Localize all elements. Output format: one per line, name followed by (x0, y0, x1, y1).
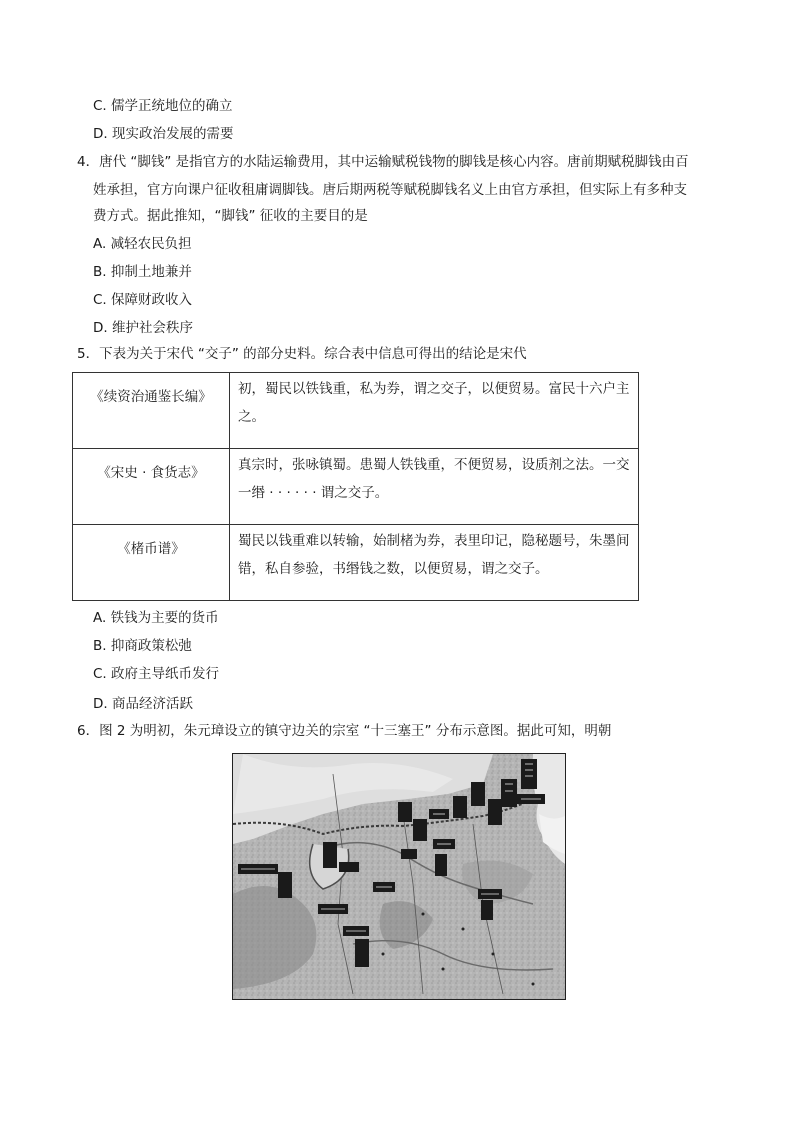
option-d: D. 商品经济活跃 (93, 696, 193, 712)
question-stem: 图 2 为明初，朱元璋设立的镇守边关的宗室 “十三塞王” 分布示意图。据此可知，明朝 (99, 723, 612, 739)
source-table (72, 372, 639, 601)
option-c: C. 政府主导纸币发行 (93, 666, 220, 682)
question-4-line-1 (77, 152, 689, 172)
question-number: 4． (77, 154, 100, 170)
table-row (73, 373, 639, 449)
option-b: B. 抑商政策松弛 (93, 638, 192, 654)
question-number: 6． (77, 723, 100, 739)
option-a: A. 减轻农民负担 (93, 236, 192, 252)
table-cell-text: 初，蜀民以铁钱重，私为券，谓之交子，以便贸易。富民十六户主之。 (230, 373, 639, 449)
question-6-line-1 (77, 721, 611, 741)
question-stem: 唐代 “脚钱” 是指官方的水陆运输费用，其中运输赋税钱物的脚钱是核心内容。唐前期赋税脚钱由百 (99, 154, 689, 170)
table-row (73, 525, 639, 601)
question-stem: 下表为关于宋代 “交子” 的部分史料。综合表中信息可得出的结论是宋代 (99, 346, 527, 362)
option-d: D. 现实政治发展的需要 (93, 126, 234, 142)
map-figure (232, 753, 566, 1000)
question-number: 5． (77, 346, 100, 362)
option-d: D. 维护社会秩序 (93, 320, 193, 336)
table-cell-text: 蜀民以钱重难以转输，始制楮为券，表里印记，隐秘题号，朱墨间错，私自参验，书缗钱之数，以便贸易，谓之交子。 (230, 525, 639, 601)
option-c: C. 保障财政收入 (93, 292, 193, 308)
table-cell-book: 《宋史 · 食货志》 (73, 449, 230, 525)
table-cell-book: 《楮币谱》 (73, 525, 230, 601)
table-cell-text: 真宗时，张咏镇蜀。患蜀人铁钱重，不便贸易，设质剂之法。一交一缗 · · · · · · 谓之交子。 (230, 449, 639, 525)
question-4-line-3: 费方式。据此推知，“脚钱” 征收的主要目的是 (93, 208, 368, 224)
option-a: A. 铁钱为主要的货币 (93, 610, 219, 626)
option-b: B. 抑制土地兼并 (93, 264, 192, 280)
question-5-line-1 (77, 344, 527, 364)
table-cell-book: 《续资治通鉴长编》 (73, 373, 230, 449)
table-row (73, 449, 639, 525)
option-c: C. 儒学正统地位的确立 (93, 98, 233, 114)
map-image (233, 754, 565, 999)
question-4-line-2: 姓承担，官方向课户征收租庸调脚钱。唐后期两税等赋税脚钱名义上由官方承担，但实际上有多种支 (93, 182, 687, 198)
